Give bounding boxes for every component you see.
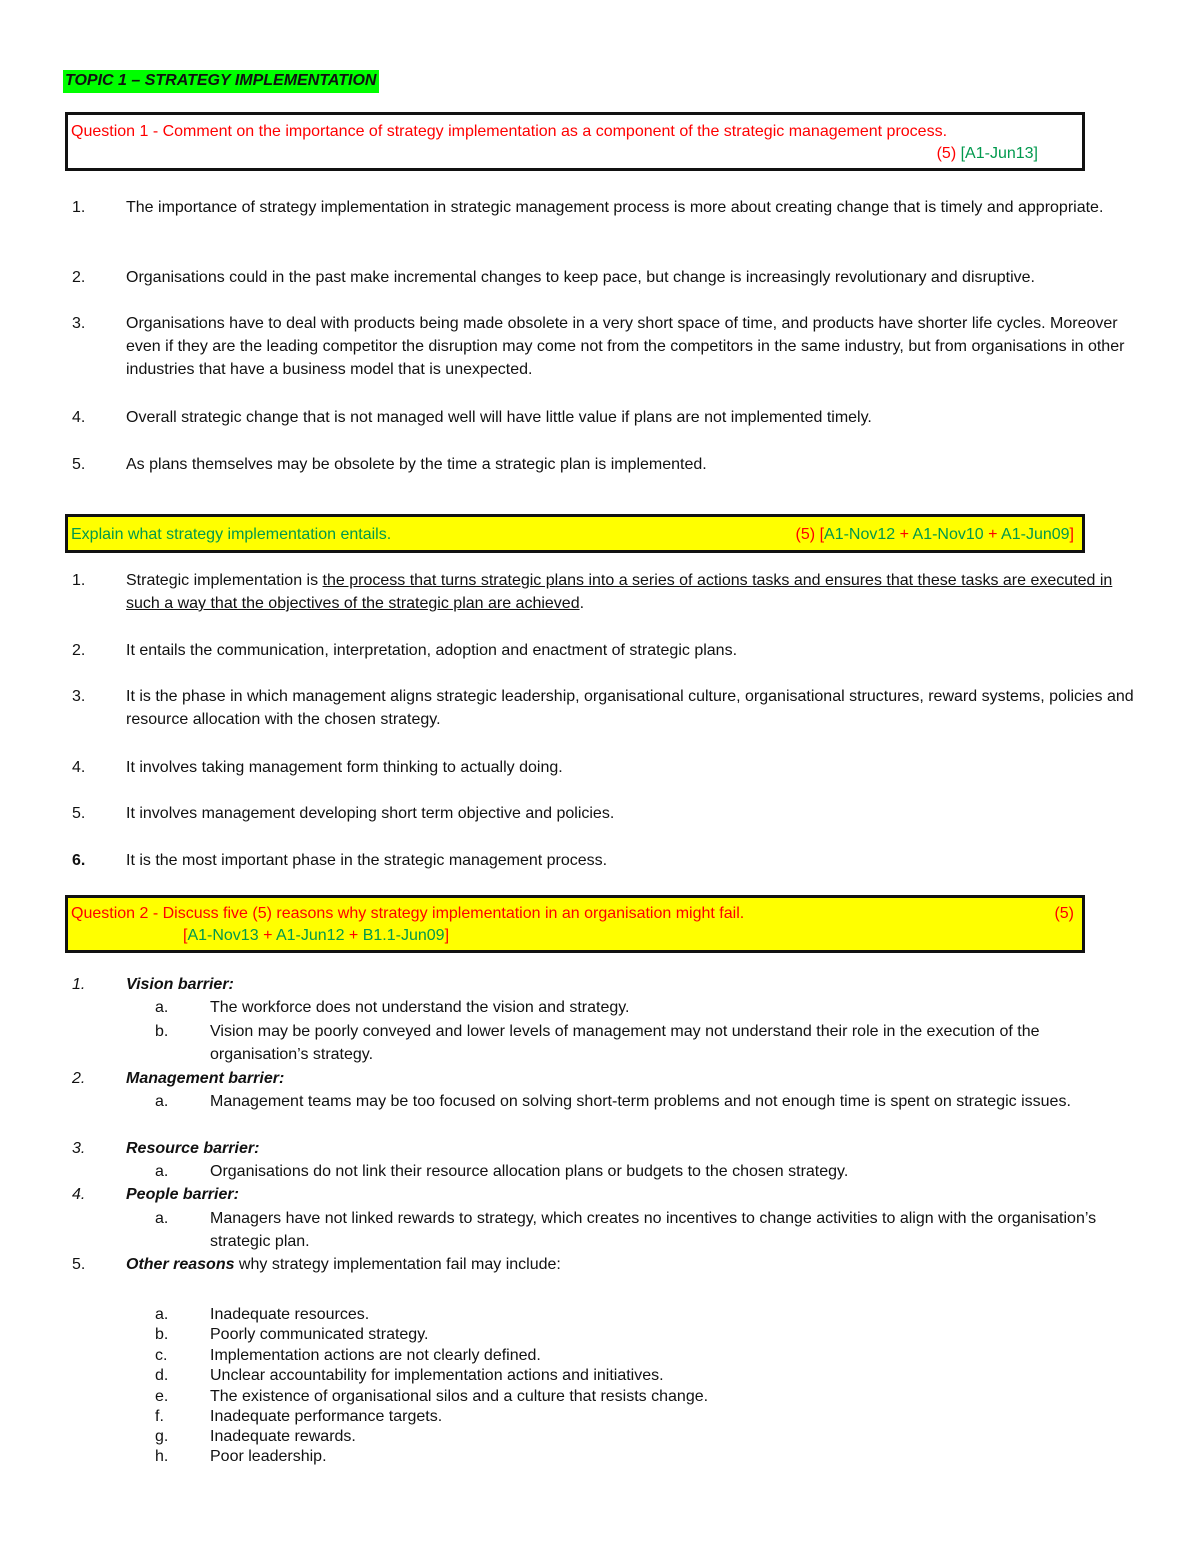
question-1-marks-line: [71, 143, 1078, 165]
question-2-marks: (5): [1054, 905, 1074, 922]
document-page: TOPIC 1 – STRATEGY IMPLEMENTATION Question 1 - Comment on the importance of strategy implementation as a component of the strategic management process. (5) [A1-Jun13] 1. The importance of strategy implementation in strategic management process is more about creating change that is timely and appropriate. 2. Organisations could in the past make incremental changes to keep pace, but change is increasingly revolutionary and disruptive. 3. Organisations have to deal with products being made obsolete in a very short space of time, and products have shorter life cycles. Moreover even if they are the leading competitor the disruption may come not from the competitors in the same industry, but from organisations in other industries that have a business model that is unexpected. 4. Overall strategic change that is not managed well will have little value if plans are not implemented timely. 5. As plans themselves may be obsolete by the time a strategic plan is implemented. Explain what strategy implementation entails. (5) [A1-Nov12 + A1-Nov10 + A1-Jun09] 1. Strategic implementation is the process that turns strategic plans into a series of actions tasks and ensures that these tasks are executed in such a way that the objectives of the strategic plan are achieved. 2. It entails the communication, interpretation, adoption and enactment of strategic plans. 3. It is the phase in which management aligns strategic leadership, organisational culture, organisational structures, reward systems, policies and resource allocation with the chosen strategy. 4. It involves taking management form thinking to actually doing. 5. It involves management developing short term objective and policies. 6. It is the most important phase in the strategic management process. Question 2 - Discuss five (5) reasons why strategy implementation in an organisation might fail. (5) [A1-Nov13 + A1-Jun12 + B1.1-Jun09] 1. Vision barrier: a. The workforce does not understand the vision and strategy. b. Vision may be poorly conveyed and lower levels of management may not understand their role in the execution of the organisation’s strategy. 2. Management barrier: a. Management teams may be too focused on solving short-term problems and not enough time is spent on strategic issues. 3. Resource barrier: a. Organisations do not link their resource allocation plans or budgets to the chosen strategy. 4. People barrier: a. Managers have not linked rewards to strategy, which creates no incentives to change activities to align with the organisation’s strategic plan. 5. Other reasons why strategy implementation fail may include: a. Inadequate resources. b. Poorly communicated strategy. c. Implementation actions are not clearly defined. d. Unclear accountability for implementation actions and initiatives. e. The existence of organisational silos and a culture that resists change. f. Inadequate performance targets. g. Inadequate rewards. h. Poor leadership.: [65, 72, 1134, 1465]
question-1-text: Question 1 - Comment on the importance of strategy implementation as a component of the strategic management process.: [71, 123, 948, 140]
question-explain-marks-line: (5) [A1-Nov12 + A1-Nov10 + A1-Jun09]: [795, 526, 1074, 543]
question-explain-text: Explain what strategy implementation entails.: [71, 526, 392, 543]
question-1-ref: [A1-Jun13]: [960, 145, 1038, 162]
question-1-marks: (5): [936, 145, 957, 162]
topic-heading: TOPIC 1 – STRATEGY IMPLEMENTATION: [63, 70, 379, 93]
question-2-text: Question 2 - Discuss five (5) reasons why strategy implementation in an organisation might fail.: [71, 905, 745, 922]
question-explain-box: [65, 514, 1085, 553]
question-2-box: [65, 895, 1085, 953]
question-2-refs: [A1-Nov13 + A1-Jun12 + B1.1-Jun09]: [183, 927, 450, 944]
question-1-box: [65, 112, 1085, 171]
